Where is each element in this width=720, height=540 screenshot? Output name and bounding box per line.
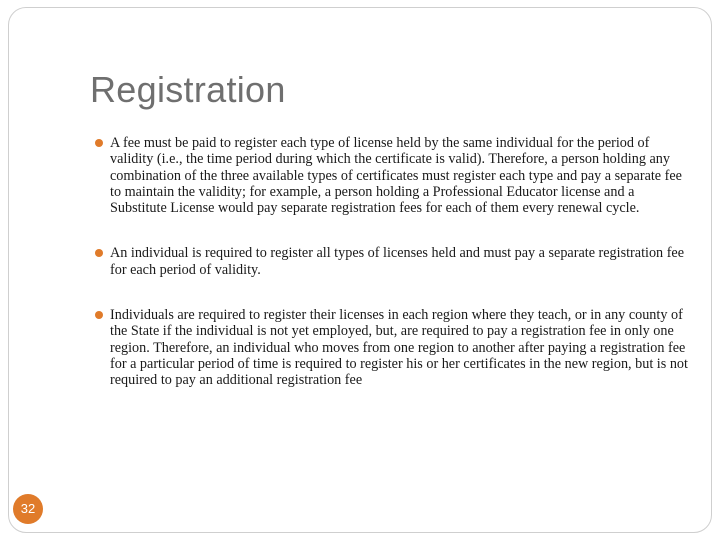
bullet-list xyxy=(93,135,693,418)
bullet-item xyxy=(93,245,693,278)
slide-title: Registration xyxy=(90,69,286,110)
bullet-text: Individuals are required to register their licenses in each region where they teach, or in any county of the State if the individual is not yet employed, but, are required to pay a registration fee in only one region. Therefore, an individual who moves from one region to another after paying a registration fee for a particular period of time is required to register his or her certificates in the new region, but is not required to pay an additional registration fee xyxy=(110,307,688,389)
bullet-dot-icon xyxy=(95,139,103,147)
bullet-text: A fee must be paid to register each type of license held by the same individual for the period of validity (i.e., the time period during which the certificate is valid). Therefore, a person holding any combination of the three available types of certificates must register each type and pay a separate fee to maintain the validity; for example, a person holding a Professional Educator license and a Substitute License would pay separate registration fees for each of them every renewal cycle. xyxy=(110,135,682,217)
slide xyxy=(8,7,712,533)
bullet-dot-icon xyxy=(95,249,103,257)
page-number-badge: 32 xyxy=(13,494,43,524)
bullet-dot-icon xyxy=(95,311,103,319)
bullet-item xyxy=(93,135,693,216)
bullet-text: An individual is required to register all types of licenses held and must pay a separate registration fee for each period of validity. xyxy=(110,245,685,278)
bullet-item xyxy=(93,307,693,388)
